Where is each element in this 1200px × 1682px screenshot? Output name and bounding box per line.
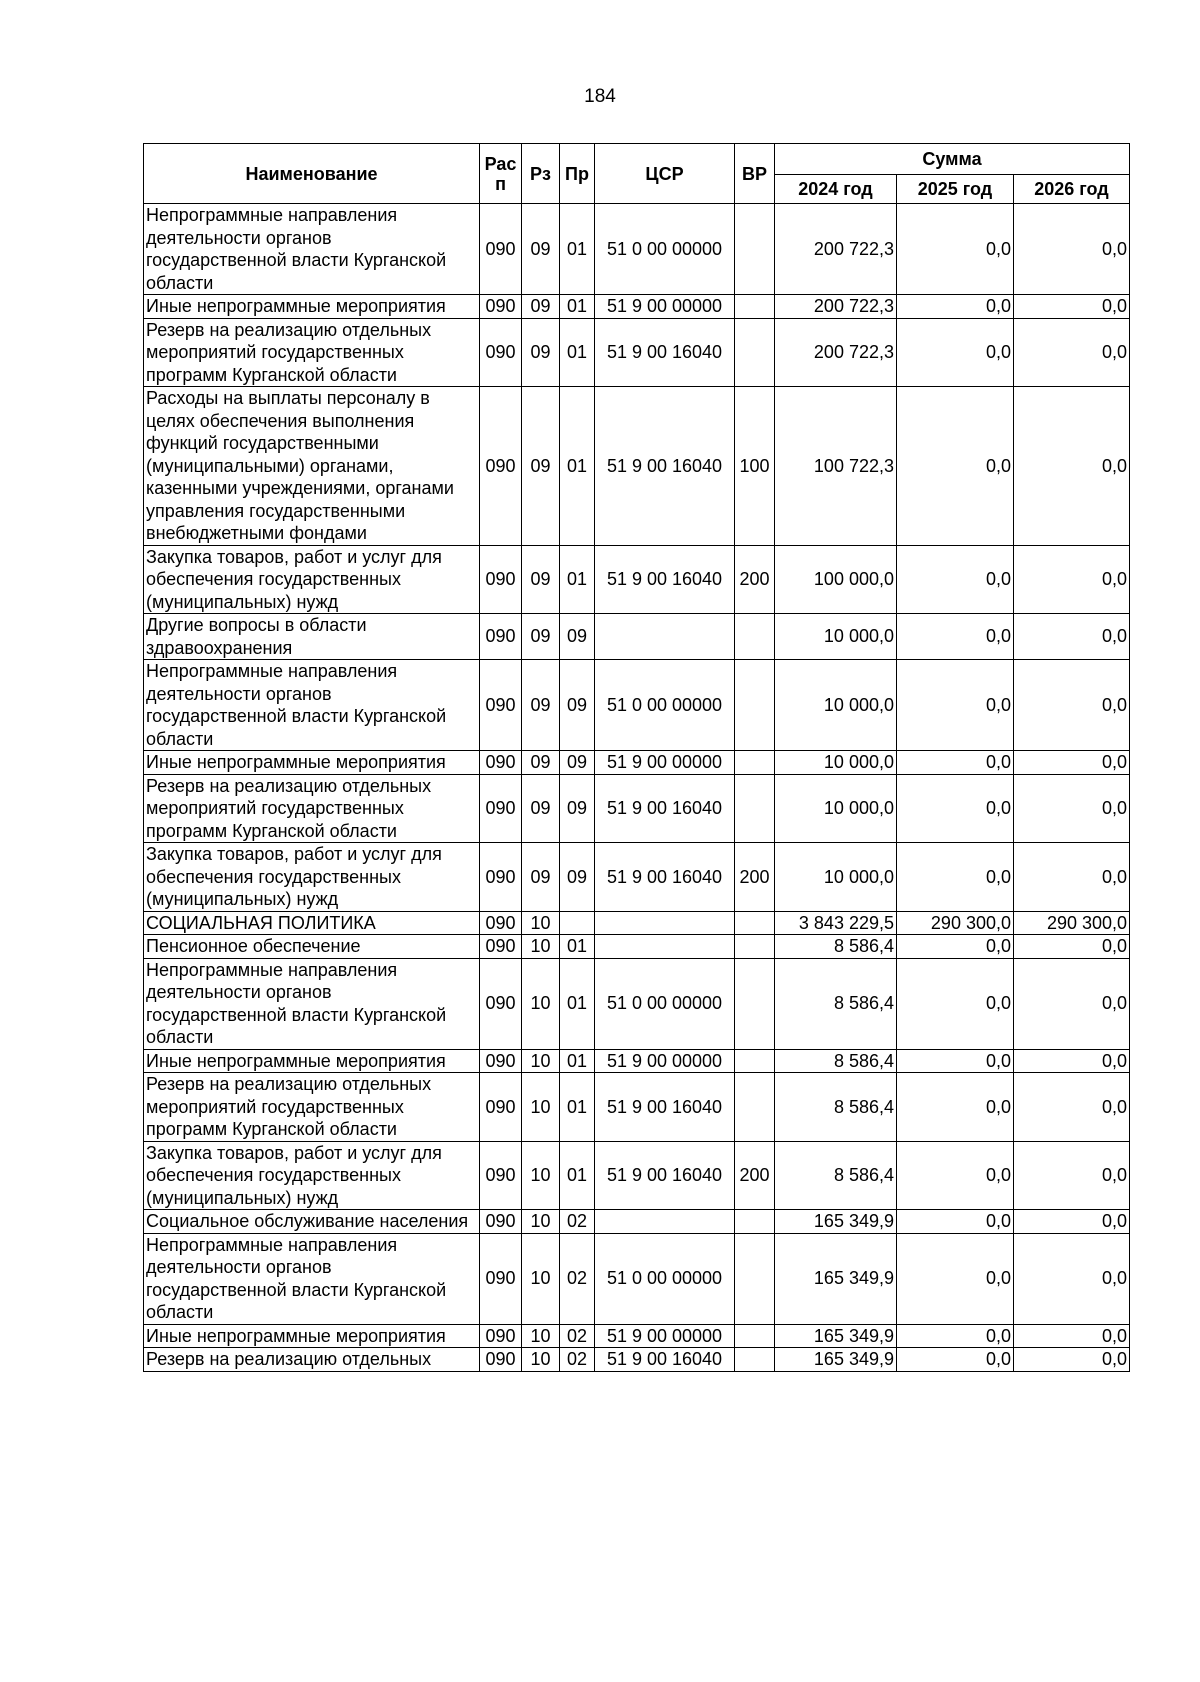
cell-rz: 10 <box>522 1049 560 1073</box>
cell-name: СОЦИАЛЬНАЯ ПОЛИТИКА <box>144 911 480 935</box>
cell-csr: 51 9 00 00000 <box>595 751 735 775</box>
cell-rasp: 090 <box>480 1210 522 1234</box>
table-row <box>144 1233 1130 1324</box>
cell-pr: 01 <box>560 318 595 387</box>
table-row <box>144 774 1130 843</box>
cell-rasp: 090 <box>480 1233 522 1324</box>
table-row <box>144 387 1130 546</box>
header-csr: ЦСР <box>595 144 735 204</box>
cell-pr: 09 <box>560 660 595 751</box>
cell-sum-2026: 290 300,0 <box>1014 911 1130 935</box>
cell-csr: 51 0 00 00000 <box>595 1233 735 1324</box>
cell-rz: 10 <box>522 958 560 1049</box>
cell-name: Закупка товаров, работ и услуг для обеспечения государственных (муниципальных) нужд <box>144 545 480 614</box>
cell-vr <box>735 660 775 751</box>
cell-vr <box>735 911 775 935</box>
cell-vr <box>735 751 775 775</box>
cell-sum-2026: 0,0 <box>1014 545 1130 614</box>
cell-rz: 09 <box>522 295 560 319</box>
cell-sum-2026: 0,0 <box>1014 774 1130 843</box>
cell-sum-2025: 0,0 <box>897 958 1014 1049</box>
header-rasp: Рас п <box>480 144 522 204</box>
cell-sum-2026: 0,0 <box>1014 1324 1130 1348</box>
cell-vr: 200 <box>735 1141 775 1210</box>
cell-csr: 51 9 00 00000 <box>595 1049 735 1073</box>
cell-sum-2026: 0,0 <box>1014 1233 1130 1324</box>
cell-sum-2025: 290 300,0 <box>897 911 1014 935</box>
header-pr: Пр <box>560 144 595 204</box>
cell-rz: 10 <box>522 911 560 935</box>
cell-rz: 10 <box>522 1348 560 1372</box>
table-row <box>144 1141 1130 1210</box>
cell-vr <box>735 1233 775 1324</box>
cell-sum-2024: 10 000,0 <box>775 843 897 912</box>
cell-name: Другие вопросы в области здравоохранения <box>144 614 480 660</box>
cell-sum-2024: 3 843 229,5 <box>775 911 897 935</box>
table-row <box>144 1324 1130 1348</box>
cell-rasp: 090 <box>480 387 522 546</box>
cell-rz: 09 <box>522 774 560 843</box>
cell-pr: 02 <box>560 1324 595 1348</box>
cell-sum-2024: 10 000,0 <box>775 751 897 775</box>
cell-pr: 01 <box>560 1049 595 1073</box>
cell-sum-2025: 0,0 <box>897 204 1014 295</box>
header-year-2024: 2024 год <box>775 175 897 204</box>
table-row <box>144 545 1130 614</box>
cell-sum-2025: 0,0 <box>897 545 1014 614</box>
cell-rasp: 090 <box>480 911 522 935</box>
cell-sum-2024: 8 586,4 <box>775 958 897 1049</box>
cell-sum-2024: 100 000,0 <box>775 545 897 614</box>
cell-sum-2024: 100 722,3 <box>775 387 897 546</box>
cell-pr: 02 <box>560 1233 595 1324</box>
cell-csr <box>595 935 735 959</box>
cell-name: Резерв на реализацию отдельных <box>144 1348 480 1372</box>
cell-sum-2024: 165 349,9 <box>775 1348 897 1372</box>
cell-sum-2026: 0,0 <box>1014 843 1130 912</box>
cell-name: Непрограммные направления деятельности органов государственной власти Курганской области <box>144 204 480 295</box>
cell-csr: 51 9 00 16040 <box>595 1073 735 1142</box>
cell-name: Непрограммные направления деятельности органов государственной власти Курганской области <box>144 1233 480 1324</box>
cell-pr: 09 <box>560 774 595 843</box>
cell-sum-2025: 0,0 <box>897 1141 1014 1210</box>
cell-rasp: 090 <box>480 545 522 614</box>
cell-sum-2024: 8 586,4 <box>775 935 897 959</box>
cell-rz: 10 <box>522 1073 560 1142</box>
cell-rz: 09 <box>522 843 560 912</box>
cell-name: Социальное обслуживание населения <box>144 1210 480 1234</box>
cell-rasp: 090 <box>480 614 522 660</box>
cell-rasp: 090 <box>480 1141 522 1210</box>
cell-vr <box>735 1324 775 1348</box>
cell-csr: 51 9 00 00000 <box>595 1324 735 1348</box>
cell-rz: 09 <box>522 660 560 751</box>
cell-csr: 51 9 00 00000 <box>595 295 735 319</box>
table-row <box>144 318 1130 387</box>
table-row <box>144 1073 1130 1142</box>
table-row <box>144 1210 1130 1234</box>
cell-pr: 09 <box>560 843 595 912</box>
cell-csr: 51 9 00 16040 <box>595 843 735 912</box>
cell-sum-2024: 165 349,9 <box>775 1324 897 1348</box>
cell-pr: 02 <box>560 1210 595 1234</box>
cell-rz: 09 <box>522 204 560 295</box>
header-year-2025: 2025 год <box>897 175 1014 204</box>
cell-sum-2025: 0,0 <box>897 318 1014 387</box>
cell-sum-2024: 10 000,0 <box>775 660 897 751</box>
cell-rz: 09 <box>522 318 560 387</box>
cell-sum-2024: 200 722,3 <box>775 295 897 319</box>
cell-sum-2025: 0,0 <box>897 1210 1014 1234</box>
cell-name: Закупка товаров, работ и услуг для обеспечения государственных (муниципальных) нужд <box>144 1141 480 1210</box>
cell-rasp: 090 <box>480 204 522 295</box>
cell-pr: 01 <box>560 387 595 546</box>
cell-rasp: 090 <box>480 774 522 843</box>
cell-sum-2026: 0,0 <box>1014 1049 1130 1073</box>
cell-rz: 09 <box>522 387 560 546</box>
cell-sum-2025: 0,0 <box>897 1324 1014 1348</box>
cell-sum-2024: 165 349,9 <box>775 1233 897 1324</box>
cell-vr <box>735 1073 775 1142</box>
cell-rz: 09 <box>522 614 560 660</box>
budget-table <box>143 143 1130 1372</box>
cell-vr <box>735 958 775 1049</box>
cell-vr <box>735 614 775 660</box>
cell-sum-2025: 0,0 <box>897 935 1014 959</box>
table-row <box>144 911 1130 935</box>
cell-vr <box>735 774 775 843</box>
cell-rz: 10 <box>522 1324 560 1348</box>
cell-vr <box>735 1348 775 1372</box>
cell-csr <box>595 1210 735 1234</box>
cell-sum-2025: 0,0 <box>897 387 1014 546</box>
table-row <box>144 614 1130 660</box>
cell-rasp: 090 <box>480 935 522 959</box>
cell-sum-2026: 0,0 <box>1014 1073 1130 1142</box>
cell-vr <box>735 318 775 387</box>
cell-csr: 51 0 00 00000 <box>595 204 735 295</box>
cell-sum-2025: 0,0 <box>897 1233 1014 1324</box>
cell-name: Расходы на выплаты персоналу в целях обеспечения выполнения функций государственными (муниципальными) органами, казенными учреждениями, органами управления государственными внебюджетными фондами <box>144 387 480 546</box>
cell-name: Пенсионное обеспечение <box>144 935 480 959</box>
cell-vr <box>735 935 775 959</box>
header-rz: Рз <box>522 144 560 204</box>
cell-sum-2025: 0,0 <box>897 295 1014 319</box>
cell-sum-2025: 0,0 <box>897 614 1014 660</box>
cell-vr <box>735 1049 775 1073</box>
cell-sum-2026: 0,0 <box>1014 318 1130 387</box>
cell-vr <box>735 295 775 319</box>
cell-name: Иные непрограммные мероприятия <box>144 1049 480 1073</box>
cell-name: Иные непрограммные мероприятия <box>144 1324 480 1348</box>
cell-rasp: 090 <box>480 843 522 912</box>
cell-name: Иные непрограммные мероприятия <box>144 751 480 775</box>
cell-sum-2025: 0,0 <box>897 1049 1014 1073</box>
cell-rz: 10 <box>522 1233 560 1324</box>
cell-name: Резерв на реализацию отдельных мероприятий государственных программ Курганской области <box>144 1073 480 1142</box>
cell-sum-2024: 10 000,0 <box>775 774 897 843</box>
cell-rasp: 090 <box>480 751 522 775</box>
table-row <box>144 1348 1130 1372</box>
cell-csr: 51 9 00 16040 <box>595 387 735 546</box>
cell-sum-2026: 0,0 <box>1014 958 1130 1049</box>
cell-csr: 51 9 00 16040 <box>595 1348 735 1372</box>
cell-vr: 200 <box>735 843 775 912</box>
table-row <box>144 660 1130 751</box>
cell-pr: 01 <box>560 545 595 614</box>
cell-rasp: 090 <box>480 295 522 319</box>
cell-name: Резерв на реализацию отдельных мероприятий государственных программ Курганской области <box>144 318 480 387</box>
cell-vr: 200 <box>735 545 775 614</box>
cell-sum-2025: 0,0 <box>897 751 1014 775</box>
table-row <box>144 204 1130 295</box>
cell-sum-2025: 0,0 <box>897 843 1014 912</box>
cell-name: Резерв на реализацию отдельных мероприятий государственных программ Курганской области <box>144 774 480 843</box>
cell-sum-2025: 0,0 <box>897 660 1014 751</box>
header-vr: ВР <box>735 144 775 204</box>
cell-rasp: 090 <box>480 318 522 387</box>
cell-sum-2026: 0,0 <box>1014 1348 1130 1372</box>
cell-pr: 01 <box>560 935 595 959</box>
cell-pr: 01 <box>560 204 595 295</box>
cell-rz: 10 <box>522 1141 560 1210</box>
cell-sum-2026: 0,0 <box>1014 935 1130 959</box>
cell-pr: 02 <box>560 1348 595 1372</box>
cell-rasp: 090 <box>480 1073 522 1142</box>
table-row <box>144 751 1130 775</box>
cell-sum-2026: 0,0 <box>1014 1210 1130 1234</box>
cell-csr: 51 0 00 00000 <box>595 660 735 751</box>
cell-vr: 100 <box>735 387 775 546</box>
cell-vr <box>735 204 775 295</box>
cell-pr: 01 <box>560 958 595 1049</box>
table-body <box>144 204 1130 1372</box>
cell-sum-2024: 200 722,3 <box>775 318 897 387</box>
header-sum: Сумма <box>775 144 1130 175</box>
cell-rz: 10 <box>522 1210 560 1234</box>
cell-rasp: 090 <box>480 660 522 751</box>
cell-csr: 51 9 00 16040 <box>595 318 735 387</box>
cell-sum-2024: 8 586,4 <box>775 1049 897 1073</box>
cell-pr: 01 <box>560 1141 595 1210</box>
cell-name: Непрограммные направления деятельности органов государственной власти Курганской области <box>144 660 480 751</box>
cell-sum-2024: 8 586,4 <box>775 1141 897 1210</box>
table-row <box>144 1049 1130 1073</box>
header-year-2026: 2026 год <box>1014 175 1130 204</box>
cell-sum-2024: 200 722,3 <box>775 204 897 295</box>
cell-vr <box>735 1210 775 1234</box>
cell-name: Закупка товаров, работ и услуг для обеспечения государственных (муниципальных) нужд <box>144 843 480 912</box>
cell-pr: 09 <box>560 751 595 775</box>
cell-pr: 01 <box>560 1073 595 1142</box>
cell-sum-2026: 0,0 <box>1014 1141 1130 1210</box>
cell-sum-2026: 0,0 <box>1014 751 1130 775</box>
cell-csr <box>595 911 735 935</box>
cell-csr: 51 9 00 16040 <box>595 545 735 614</box>
cell-rz: 10 <box>522 935 560 959</box>
cell-pr: 01 <box>560 295 595 319</box>
cell-sum-2025: 0,0 <box>897 1073 1014 1142</box>
cell-rasp: 090 <box>480 1049 522 1073</box>
page-number: 184 <box>584 86 616 107</box>
table-row <box>144 295 1130 319</box>
cell-name: Иные непрограммные мероприятия <box>144 295 480 319</box>
cell-csr: 51 9 00 16040 <box>595 1141 735 1210</box>
cell-pr: 09 <box>560 614 595 660</box>
header-name: Наименование <box>144 144 480 204</box>
cell-csr <box>595 614 735 660</box>
cell-sum-2026: 0,0 <box>1014 295 1130 319</box>
table-row <box>144 843 1130 912</box>
cell-rz: 09 <box>522 751 560 775</box>
cell-sum-2024: 165 349,9 <box>775 1210 897 1234</box>
cell-sum-2026: 0,0 <box>1014 660 1130 751</box>
cell-rasp: 090 <box>480 1348 522 1372</box>
cell-rz: 09 <box>522 545 560 614</box>
cell-csr: 51 9 00 16040 <box>595 774 735 843</box>
cell-csr: 51 0 00 00000 <box>595 958 735 1049</box>
cell-name: Непрограммные направления деятельности органов государственной власти Курганской области <box>144 958 480 1049</box>
cell-sum-2024: 8 586,4 <box>775 1073 897 1142</box>
cell-pr <box>560 911 595 935</box>
cell-rasp: 090 <box>480 958 522 1049</box>
cell-rasp: 090 <box>480 1324 522 1348</box>
table-row <box>144 935 1130 959</box>
cell-sum-2024: 10 000,0 <box>775 614 897 660</box>
cell-sum-2025: 0,0 <box>897 774 1014 843</box>
cell-sum-2025: 0,0 <box>897 1348 1014 1372</box>
cell-sum-2026: 0,0 <box>1014 387 1130 546</box>
table-row <box>144 958 1130 1049</box>
cell-sum-2026: 0,0 <box>1014 614 1130 660</box>
cell-sum-2026: 0,0 <box>1014 204 1130 295</box>
